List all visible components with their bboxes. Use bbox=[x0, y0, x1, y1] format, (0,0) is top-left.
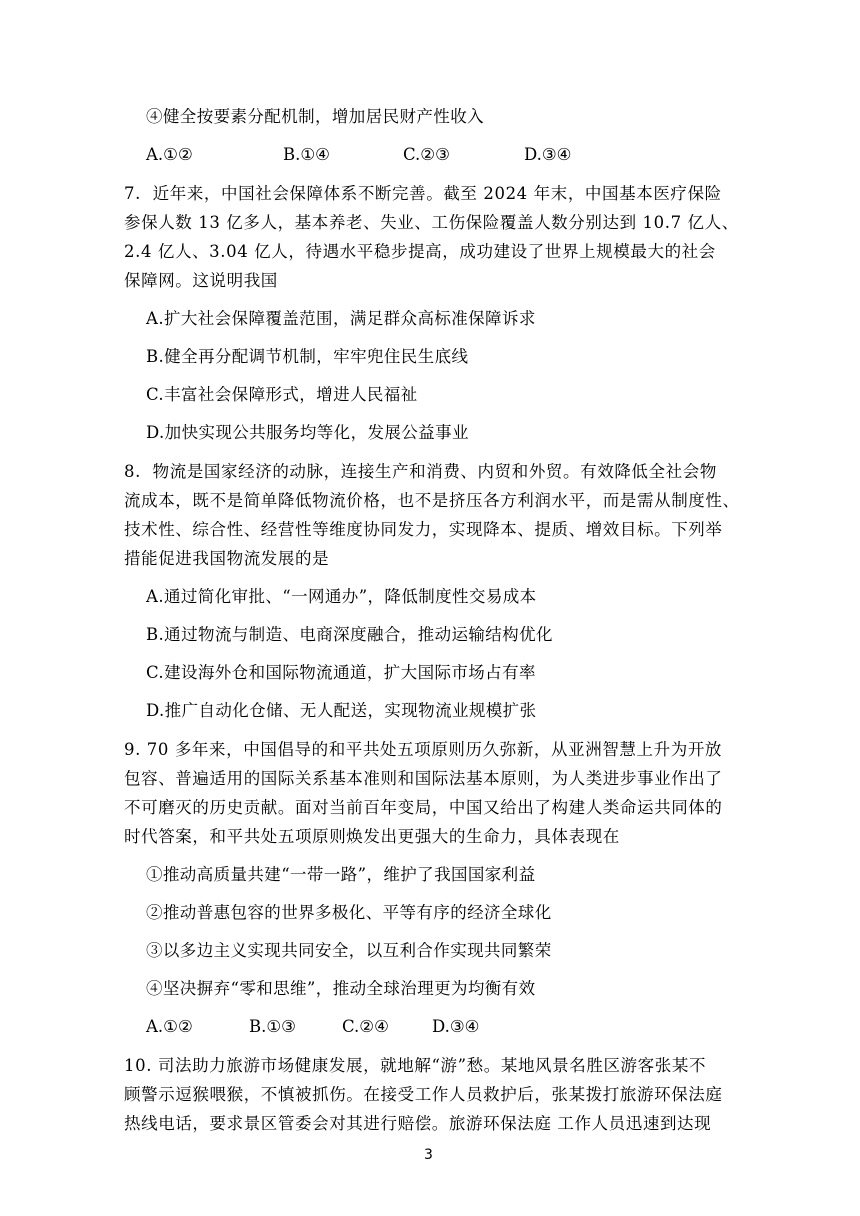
q8-option-d: D.推广自动化仓储、无人配送，实现物流业规模扩张 bbox=[146, 701, 537, 720]
q10-stem-line: 顾警示逗猴喂猴，不慎被抓伤。在接受工作人员救护后，张某拨打旅游环保法庭 bbox=[124, 1085, 723, 1104]
q9-item-3: ③以多边主义实现共同安全，以互利合作实现共同繁荣 bbox=[146, 941, 552, 960]
q8-option-a: A.通过简化审批、“一网通办”，降低制度性交易成本 bbox=[146, 587, 537, 606]
q9-stem-line: 包容、普遍适用的国际关系基本准则和国际法基本原则，为人类进步事业作出了 bbox=[124, 769, 723, 788]
q6-choice-a: A.①② bbox=[146, 145, 193, 164]
q8-stem-line: 措能促进我国物流发展的是 bbox=[124, 549, 330, 568]
q9-item-1: ①推动高质量共建“一带一路”，维护了我国国家利益 bbox=[146, 865, 536, 884]
q8-stem-line: 技术性、综合性、经营性等维度协同发力，实现降本、提质、增效目标。下列举 bbox=[124, 520, 723, 539]
q9-choice-b: B.①③ bbox=[249, 1017, 296, 1036]
q8-stem-line: 流成本，既不是简单降低物流价格，也不是挤压各方利润水平，而是需从制度性、 bbox=[124, 491, 740, 510]
q9-item-2: ②推动普惠包容的世界多极化、平等有序的经济全球化 bbox=[146, 903, 552, 922]
page-number: 3 bbox=[424, 1147, 433, 1163]
q6-item-4: ④健全按要素分配机制，增加居民财产性收入 bbox=[146, 107, 484, 126]
q7-stem-line: 2.4 亿人、3.04 亿人，待遇水平稳步提高，成功建设了世界上规模最大的社会 bbox=[124, 242, 716, 261]
q9-choice-c: C.②④ bbox=[342, 1017, 389, 1036]
q7-option-b: B.健全再分配调节机制，牢牢兜住民生底线 bbox=[146, 347, 469, 366]
q10-stem-line: 热线电话，要求景区管委会对其进行赔偿。旅游环保法庭 工作人员迅速到达现 bbox=[124, 1114, 712, 1133]
q8-option-b: B.通过物流与制造、电商深度融合，推动运输结构优化 bbox=[146, 625, 553, 644]
q7-stem-line: 7. 近年来，中国社会保障体系不断完善。截至 2024 年末，中国基本医疗保险 bbox=[124, 184, 722, 203]
q8-option-c: C.建设海外仓和国际物流通道，扩大国际市场占有率 bbox=[146, 663, 536, 682]
q9-item-4: ④坚决摒弃“零和思维”，推动全球治理更为均衡有效 bbox=[146, 979, 536, 998]
q9-stem-line: 9. 70 多年来，中国倡导的和平共处五项原则历久弥新，从亚洲智慧上升为开放 bbox=[124, 740, 723, 759]
q9-choice-d: D.③④ bbox=[432, 1017, 480, 1036]
q9-stem-line: 时代答案，和平共处五项原则焕发出更强大的生命力，具体表现在 bbox=[124, 827, 620, 846]
q6-choice-b: B.①④ bbox=[283, 145, 330, 164]
q6-choice-c: C.②③ bbox=[403, 145, 450, 164]
q7-option-c: C.丰富社会保障形式，增进人民福祉 bbox=[146, 385, 418, 404]
q7-stem-line: 保障网。这说明我国 bbox=[124, 271, 278, 290]
q9-stem-line: 不可磨灭的历史贡献。面对当前百年变局，中国又给出了构建人类命运共同体的 bbox=[124, 798, 723, 817]
q7-option-a: A.扩大社会保障覆盖范围，满足群众高标准保障诉求 bbox=[146, 309, 536, 328]
q10-stem-line: 10. 司法助力旅游市场健康发展，就地解“游”愁。某地风景名胜区游客张某不 bbox=[124, 1056, 707, 1075]
q8-stem-line: 8. 物流是国家经济的动脉，连接生产和消费、内贸和外贸。有效降低全社会物 bbox=[124, 462, 717, 481]
q7-stem-line: 参保人数 13 亿多人，基本养老、失业、工伤保险覆盖人数分别达到 10.7 亿人、 bbox=[124, 213, 739, 232]
q9-choice-a: A.①② bbox=[146, 1017, 193, 1036]
q7-option-d: D.加快实现公共服务均等化，发展公益事业 bbox=[146, 423, 469, 442]
q6-choice-d: D.③④ bbox=[524, 145, 572, 164]
